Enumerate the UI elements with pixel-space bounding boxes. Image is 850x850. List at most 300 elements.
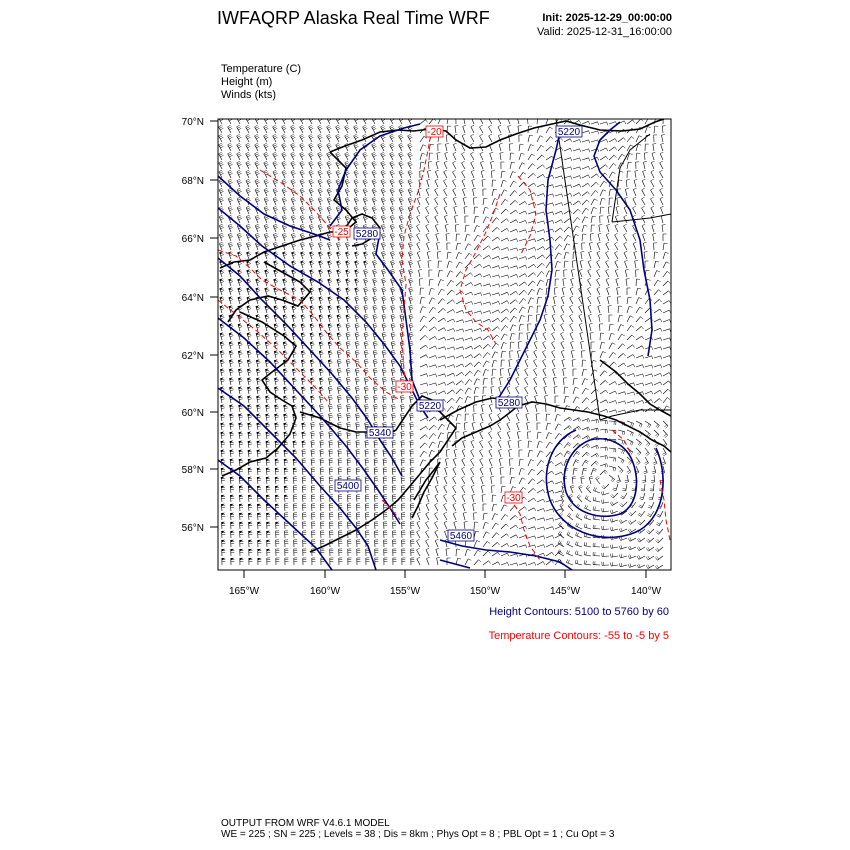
wind-barb-tick (516, 386, 519, 388)
wind-barb-tick (347, 426, 350, 427)
wind-barb-tick (264, 224, 267, 225)
wind-barb-tick (525, 350, 528, 351)
wind-barb-tick (374, 406, 378, 407)
wind-barb-tick (382, 145, 385, 147)
wind-barb-tick (246, 134, 249, 136)
wind-barb-tick (660, 161, 663, 163)
wind-barb-tick (570, 148, 571, 151)
wind-barb-tick (256, 173, 259, 175)
wind-barb (474, 235, 478, 241)
wind-barb-tick (284, 227, 287, 228)
wind-barb-tick (283, 172, 286, 174)
wind-barb-tick (478, 370, 481, 372)
wind-barb-tick (320, 397, 323, 398)
wind-barb (633, 199, 636, 205)
wind-barb-tick (230, 408, 233, 409)
wind-barb (618, 363, 624, 367)
wind-barb-tick (230, 390, 233, 391)
wind-barb (663, 373, 669, 377)
wind-barb-tick (356, 395, 359, 396)
wind-barb (525, 361, 528, 367)
wind-barb-tick (508, 125, 511, 126)
wind-barb-tick (284, 426, 287, 427)
wind-barb-tick (355, 296, 358, 297)
wind-barb (417, 235, 421, 241)
wind-barb (636, 317, 641, 322)
wind-barb (456, 347, 463, 349)
wind-barb (501, 257, 508, 259)
wind-barb-tick (302, 372, 305, 373)
wind-barb (627, 374, 634, 377)
wind-barb-tick (382, 199, 385, 200)
wind-barb-tick (337, 163, 340, 165)
wind-barb (546, 156, 552, 160)
wind-barb-tick (356, 209, 359, 210)
wind-barb-tick (602, 342, 605, 343)
wind-barb-tick (461, 389, 464, 391)
wind-barb (528, 256, 534, 259)
wind-barb-tick (599, 225, 602, 226)
wind-barb (527, 117, 528, 124)
wind-barb-tick (355, 164, 358, 166)
wind-barb (420, 120, 426, 124)
wind-barb (645, 308, 650, 313)
wind-barb (546, 271, 549, 277)
wind-barb-tick (391, 296, 394, 297)
wind-barb-tick (255, 143, 258, 145)
wind-barb-tick (256, 172, 259, 174)
wind-barb-tick (613, 352, 616, 354)
wind-barb (607, 297, 609, 304)
wind-barb-tick (392, 372, 395, 373)
wind-barb-tick (283, 154, 286, 156)
wind-barb-tick (391, 314, 394, 315)
wind-barb-tick (365, 318, 368, 319)
wind-barb-tick (391, 136, 394, 138)
wind-barb-tick (541, 145, 544, 147)
wind-barb-tick (293, 300, 296, 301)
wind-barb-tick (471, 273, 473, 276)
wind-barb-tick (229, 146, 232, 148)
wind-barb-tick (643, 365, 644, 368)
wind-barb (510, 291, 516, 295)
wind-barb-tick (381, 197, 384, 199)
wind-barb-tick (329, 397, 332, 398)
wind-barb-tick (615, 147, 617, 150)
wind-barb-tick (300, 242, 303, 243)
wind-barb-tick (275, 264, 278, 265)
wind-barb-tick (328, 244, 331, 245)
wind-barb (644, 153, 645, 160)
wind-barb-tick (248, 227, 251, 228)
wind-barb (609, 139, 615, 142)
wind-barb-tick (633, 242, 636, 243)
wind-barb (597, 298, 600, 304)
wind-barb-tick (642, 179, 645, 180)
wind-barb (453, 163, 456, 169)
wind-barb-tick (354, 127, 357, 129)
wind-barb (465, 292, 471, 295)
wind-barb-tick (517, 266, 518, 269)
wind-barb-tick (355, 350, 358, 351)
wind-barb (642, 226, 645, 232)
wind-barb-tick (284, 327, 287, 328)
wind-barb-tick (391, 172, 394, 174)
wind-barb-tick (365, 397, 368, 398)
wind-barb (617, 288, 618, 295)
wind-barb-tick (310, 155, 313, 157)
wind-barb (573, 378, 574, 385)
wind-barb-tick (391, 289, 394, 290)
wind-barb-tick (293, 363, 296, 364)
wind-barb-tick (275, 363, 278, 364)
wind-barb-tick (311, 300, 314, 301)
wind-barb (636, 119, 641, 124)
wind-barb-tick (291, 206, 294, 207)
wind-barb-tick (642, 346, 644, 349)
wind-barb (444, 190, 448, 196)
wind-barb-tick (391, 163, 394, 165)
wind-barb (653, 234, 654, 241)
wind-barb-tick (311, 227, 314, 228)
wind-barb-tick (480, 116, 483, 118)
wind-barb-tick (625, 382, 626, 385)
wind-barb-tick (264, 161, 267, 163)
wind-barb-tick (616, 401, 617, 404)
wind-barb (588, 271, 591, 277)
wind-barb (609, 172, 612, 178)
wind-barb-tick (248, 273, 251, 274)
wind-barb (492, 199, 495, 206)
wind-barb-tick (409, 172, 412, 174)
wind-barb-tick (309, 188, 312, 190)
wind-barb-tick (579, 120, 581, 123)
wind-barb-tick (329, 255, 332, 256)
wind-barb-tick (275, 354, 278, 355)
wind-barb-tick (257, 264, 260, 265)
wind-barb-tick (230, 354, 233, 355)
wind-barb-tick (390, 206, 393, 207)
wind-barb-tick (309, 127, 312, 129)
wind-barb-tick (363, 197, 366, 199)
wind-barb-tick (283, 164, 286, 166)
wind-barb-tick (427, 179, 430, 180)
wind-barb-tick (392, 300, 395, 301)
wind-barb-tick (329, 408, 332, 409)
wind-barb-tick (479, 362, 482, 364)
wind-barb-tick (410, 399, 413, 400)
wind-barb (438, 318, 444, 322)
wind-barb (543, 325, 546, 332)
init-time: Init: 2025-12-29_00:00:00 (542, 12, 672, 24)
wind-barb-tick (588, 287, 591, 289)
wind-barb-tick (401, 191, 404, 193)
wind-barb (600, 165, 605, 169)
wind-barb (508, 369, 510, 376)
wind-barb-tick (337, 154, 340, 156)
wind-barb (582, 351, 583, 358)
wind-barb-tick (310, 154, 313, 156)
wind-barb-tick (553, 296, 556, 297)
wind-barb-tick (489, 328, 491, 331)
wind-barb-tick (247, 199, 250, 200)
wind-barb (444, 199, 447, 205)
wind-barb (543, 361, 547, 367)
wind-barb (420, 418, 426, 421)
wind-barb-tick (338, 397, 341, 398)
wind-barb-tick (329, 388, 332, 389)
wind-barb (543, 334, 546, 340)
wind-barb-tick (219, 224, 222, 225)
wind-barb-tick (238, 181, 241, 183)
wind-barb-tick (392, 399, 395, 400)
wind-barb (474, 362, 479, 367)
wind-barb-tick (427, 374, 428, 377)
wind-barb-tick (309, 134, 312, 136)
wind-barb (537, 247, 543, 250)
wind-barb (462, 163, 466, 169)
wind-barb-tick (580, 332, 583, 333)
wind-barb-tick (505, 326, 508, 328)
wind-barb-tick (284, 309, 287, 310)
wind-barb-tick (660, 179, 663, 181)
wind-barb-tick (562, 185, 563, 188)
wind-barb-tick (309, 125, 312, 127)
wind-barb-tick (374, 345, 377, 346)
wind-barb-tick (597, 260, 600, 262)
wind-barb-tick (381, 125, 384, 127)
wind-barb-tick (540, 280, 543, 282)
wind-barb (546, 414, 547, 421)
wind-barb-tick (504, 190, 507, 192)
wind-barb-tick (221, 363, 224, 364)
wind-barb-tick (392, 352, 395, 353)
wind-barb (609, 382, 615, 386)
wind-barb-tick (453, 188, 456, 190)
wind-barb-tick (381, 161, 384, 163)
wind-barb (465, 371, 470, 376)
wind-barb-tick (300, 206, 303, 207)
wind-barb-tick (517, 116, 520, 117)
wind-barb (481, 405, 483, 412)
wind-barb-tick (264, 134, 267, 136)
wind-barb-tick (400, 163, 403, 165)
wind-barb-tick (499, 293, 500, 296)
wind-barb-tick (328, 377, 331, 378)
wind-barb-tick (571, 269, 574, 270)
wind-barb-tick (246, 215, 249, 216)
wind-barb-tick (354, 224, 357, 225)
wind-barb (564, 387, 565, 394)
wind-barb (616, 279, 618, 286)
wind-barb-tick (382, 173, 385, 175)
wind-barb (618, 353, 623, 358)
wind-barb-tick (373, 278, 376, 279)
wind-barb-tick (373, 305, 376, 306)
wind-barb-tick (229, 199, 232, 200)
wind-barb-tick (355, 298, 358, 299)
wind-barb-tick (466, 225, 469, 226)
wind-barb (588, 262, 591, 268)
wind-barb-tick (647, 279, 650, 280)
wind-barb-tick (455, 215, 458, 216)
wind-barb-tick (239, 200, 242, 201)
wind-barb-tick (664, 425, 666, 428)
wind-barb-tick (318, 206, 321, 207)
wind-barb-tick (311, 381, 314, 382)
wind-barb-tick (257, 318, 260, 319)
wind-barb-tick (515, 308, 518, 310)
wind-barb (546, 279, 548, 286)
wind-barb (528, 145, 531, 152)
wind-barb-tick (469, 253, 472, 255)
wind-barb-tick (329, 273, 332, 274)
wind-barb-tick (383, 245, 386, 246)
wind-barb-tick (607, 139, 608, 142)
wind-barb-tick (373, 163, 376, 165)
wind-barb (473, 198, 474, 205)
wind-barb (516, 370, 519, 376)
wind-barb (474, 370, 478, 376)
wind-barb-tick (588, 278, 591, 280)
wind-barb-tick (580, 176, 581, 179)
wind-barb-tick (347, 404, 350, 405)
wind-barb-tick (613, 164, 616, 166)
wind-barb-tick (381, 233, 384, 234)
wind-barb-tick (603, 352, 606, 353)
wind-barb (627, 345, 633, 349)
wind-barb (599, 315, 600, 322)
wind-barb-tick (248, 399, 251, 400)
wind-barb (501, 284, 508, 286)
wind-barb (573, 209, 578, 214)
wind-barb (417, 217, 420, 223)
wind-barb (554, 387, 555, 394)
wind-barb-tick (239, 390, 242, 391)
wind-barb-tick (579, 418, 581, 421)
wind-barb-tick (392, 182, 395, 184)
wind-barb-tick (534, 193, 536, 196)
wind-barb-tick (453, 179, 456, 181)
wind-barb-tick (641, 424, 643, 427)
wind-barb (510, 220, 516, 223)
wind-barb (598, 234, 600, 241)
wind-barb-tick (365, 390, 368, 391)
wind-barb (501, 238, 507, 241)
wind-barb-tick (220, 128, 223, 130)
wind-barb-tick (364, 217, 367, 218)
wind-barb-tick (264, 127, 267, 129)
wind-barb-tick (302, 182, 305, 184)
wind-barb-tick (247, 155, 250, 157)
wind-barb (651, 181, 654, 187)
wind-barb-tick (255, 152, 258, 154)
wind-barb-tick (616, 278, 619, 279)
wind-barb-tick (490, 152, 493, 153)
wind-barb-tick (274, 226, 277, 227)
wind-barb-tick (410, 415, 413, 416)
wind-barb-tick (293, 273, 296, 274)
wind-barb-tick (587, 192, 589, 195)
wind-barb-tick (374, 191, 377, 193)
wind-barb-tick (346, 341, 349, 342)
wind-barb-tick (237, 152, 240, 154)
wind-barb (501, 301, 507, 304)
wind-barb (564, 252, 566, 259)
wind-barb-tick (561, 341, 564, 343)
wind-barb-tick (237, 134, 240, 136)
wind-barb-tick (499, 143, 502, 144)
wind-barb (429, 374, 436, 376)
wind-barb-tick (426, 233, 429, 235)
wind-barb-tick (248, 191, 251, 193)
wind-barb-tick (320, 227, 323, 228)
wind-barb-tick (570, 139, 572, 142)
wind-barb (456, 262, 460, 268)
wind-barb-tick (427, 392, 428, 395)
wind-barb-tick (381, 116, 384, 118)
wind-barb (447, 398, 452, 403)
wind-barb-tick (266, 236, 269, 237)
wind-barb-tick (382, 235, 385, 236)
wind-barb (607, 289, 610, 296)
wind-barb-tick (363, 170, 366, 172)
wind-barb-tick (524, 290, 526, 293)
wind-barb (435, 172, 438, 179)
wind-barb (420, 136, 424, 142)
wind-barb-tick (595, 191, 598, 193)
wind-barb-tick (284, 209, 287, 210)
wind-barb (537, 165, 543, 169)
wind-barb-tick (255, 161, 258, 163)
wind-barb (546, 146, 551, 151)
wind-barb-tick (356, 334, 359, 335)
wind-barb-tick (274, 173, 277, 175)
wind-barb (600, 190, 603, 196)
wind-barb-tick (409, 260, 412, 261)
wind-barb-tick (383, 406, 387, 407)
wind-barb (525, 388, 529, 394)
wind-barb-tick (410, 336, 413, 337)
wind-barb (492, 256, 498, 259)
wind-barb-tick (624, 215, 627, 217)
wind-barb-tick (318, 161, 321, 163)
wind-barb-tick (355, 128, 358, 130)
wind-barb-tick (505, 199, 508, 201)
wind-barb-tick (338, 363, 341, 364)
wind-barb-tick (275, 245, 278, 246)
wind-barb (519, 274, 525, 277)
wind-barb-tick (266, 363, 269, 364)
wind-barb (501, 228, 507, 232)
wind-barb (615, 271, 618, 277)
wind-barb-tick (374, 388, 377, 389)
wind-barb-tick (347, 417, 351, 418)
wind-barb (491, 162, 493, 169)
wind-barb-tick (624, 363, 626, 366)
wind-barb-tick (329, 381, 332, 382)
wind-barb (571, 279, 573, 286)
wind-barb-tick (356, 343, 359, 344)
wind-barb-tick (481, 404, 484, 405)
wind-barb-tick (274, 199, 277, 200)
wind-barb-tick (320, 372, 323, 373)
wind-barb-tick (469, 380, 472, 382)
wind-barb-tick (255, 116, 258, 118)
wind-barb-tick (364, 307, 367, 308)
wind-barb-tick (320, 408, 323, 409)
wind-barb-tick (284, 408, 287, 409)
